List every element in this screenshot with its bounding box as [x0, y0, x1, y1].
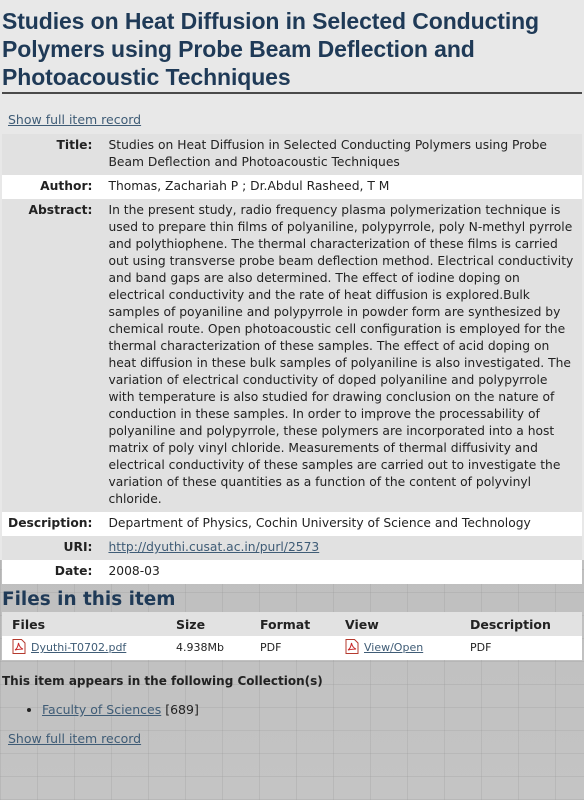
metadata-label: Abstract: [2, 199, 98, 512]
metadata-row-author [2, 175, 582, 199]
metadata-row-title [2, 134, 582, 175]
files-table [2, 612, 582, 660]
pdf-icon [345, 639, 359, 654]
metadata-row-uri [2, 536, 582, 560]
metadata-row-abstract [2, 199, 582, 512]
page-title: Studies on Heat Diffusion in Selected Conducting Polymers using Probe Beam Deflection and Photoacoustic Techniques [2, 8, 540, 90]
metadata-label: Date: [2, 560, 98, 584]
view-open-link[interactable]: View/Open [364, 641, 424, 654]
collection-link[interactable]: Faculty of Sciences [42, 702, 162, 717]
files-heading: Files in this item [2, 589, 176, 610]
metadata-value [98, 536, 582, 560]
metadata-label: Title: [2, 134, 98, 175]
show-full-record-link-bottom[interactable]: Show full item record [8, 731, 142, 746]
file-format: PDF [250, 636, 335, 660]
metadata-label: URI: [2, 536, 98, 560]
column-header-files: Files [2, 612, 166, 636]
file-cell [2, 636, 166, 660]
metadata-value: Department of Physics, Cochin University of Science and Technology [98, 512, 582, 536]
collection-count: [689] [165, 702, 199, 717]
show-full-record-link-top[interactable]: Show full item record [8, 112, 142, 127]
metadata-value: Thomas, Zachariah P ; Dr.Abdul Rasheed, T M [98, 175, 582, 199]
list-item [42, 701, 199, 718]
file-row [2, 636, 582, 660]
column-header-size: Size [166, 612, 250, 636]
view-cell [335, 636, 460, 660]
file-size: 4.938Mb [166, 636, 250, 660]
metadata-label: Description: [2, 512, 98, 536]
uri-link[interactable]: http://dyuthi.cusat.ac.in/purl/2573 [108, 540, 320, 554]
metadata-table [2, 134, 582, 584]
metadata-value: In the present study, radio frequency plasma polymerization technique is used to prepare thin films of polyaniline, polypyrrole, poly N-methyl pyrrole and polythiophene. The thermal characterization of these films is carried out using transverse probe beam deflection method. Electrical conductivity and band gaps are also determined. The effect of iodine doping on electrical conductivity and the rate of heat diffusion is explored.Bulk samples of poyaniline and polypyrrole in powder form are synthesized by chemical route. Open photoacoustic cell configuration is employed for the thermal characterization of these samples. The effect of acid doping on heat diffusion in these bulk samples of polyaniline is also investigated. The variation of electrical conductivity of doped polyaniline and polypyrrole with temperature is also studied for drawing conclusion on the nature of conduction in these samples. In order to improve the processability of polyaniline and polypyrrole, these polymers are incorporated into a host matrix of poly vinyl chloride. Measurements of thermal diffusivity and electrical conductivity of these samples are carried out to investigate the variation of these quantities as a function of the content of polyvinyl chloride. [98, 199, 582, 512]
pdf-icon [12, 639, 26, 654]
metadata-row-description [2, 512, 582, 536]
files-header-row [2, 612, 582, 636]
file-description: PDF [460, 636, 582, 660]
file-download-link[interactable]: Dyuthi-T0702.pdf [31, 641, 127, 654]
column-header-format: Format [250, 612, 335, 636]
metadata-value: Studies on Heat Diffusion in Selected Conducting Polymers using Probe Beam Deflection and Photoacoustic Techniques [98, 134, 582, 175]
collections-list [42, 701, 199, 718]
collections-heading: This item appears in the following Collection(s) [2, 674, 323, 688]
column-header-view: View [335, 612, 460, 636]
title-divider [2, 92, 582, 94]
metadata-row-date [2, 560, 582, 584]
metadata-value: 2008-03 [98, 560, 582, 584]
metadata-label: Author: [2, 175, 98, 199]
column-header-description: Description [460, 612, 582, 636]
